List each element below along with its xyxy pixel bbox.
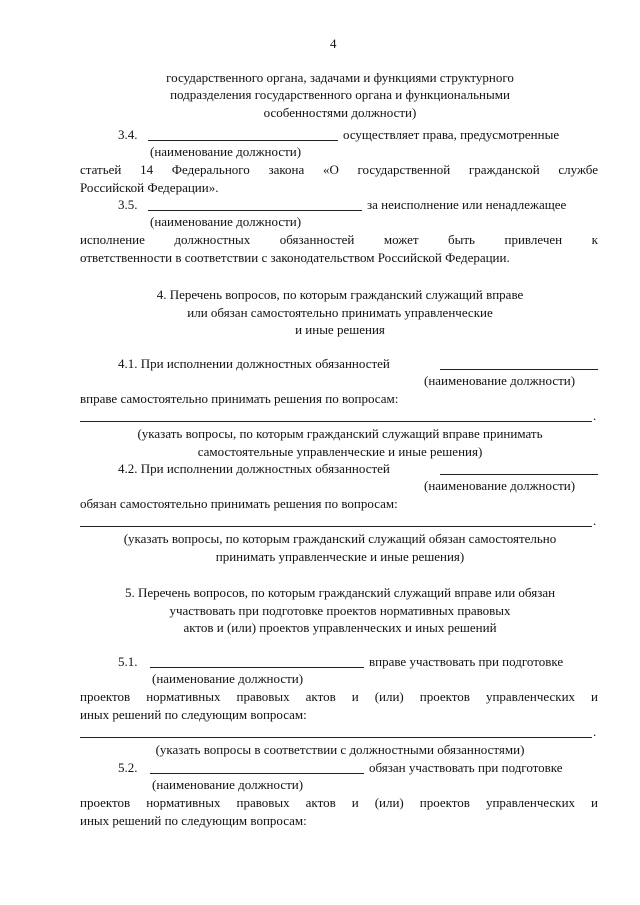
- justified-line: [80, 795, 598, 810]
- word: (или): [374, 795, 404, 810]
- word: государственной: [357, 162, 451, 177]
- clause-text: вправе самостоятельно принимать решения по вопросам:: [80, 391, 399, 406]
- intro-line: государственного органа, задачами и функциями структурного: [166, 70, 514, 85]
- word: быть: [448, 232, 475, 247]
- word: управленческих: [485, 689, 576, 704]
- word: и: [591, 689, 598, 704]
- blank-line: [150, 773, 364, 774]
- field-note: самостоятельные управленческие и иные решения): [197, 444, 483, 459]
- blank-line: [148, 140, 338, 141]
- field-hint: (наименование должности): [424, 478, 576, 493]
- clause-number: 5.1.: [118, 654, 138, 669]
- justified-line: [80, 689, 598, 704]
- word: (или): [374, 689, 404, 704]
- section-heading: актов и (или) проектов управленческих и иных решений: [183, 620, 497, 635]
- word: проектов: [419, 795, 470, 810]
- word: службе: [558, 162, 598, 177]
- line-end-dot: .: [593, 724, 597, 739]
- intro-line: особенностями должности): [263, 105, 417, 120]
- word: исполнение: [80, 232, 145, 247]
- word: проектов: [80, 689, 131, 704]
- section-heading: 4. Перечень вопросов, по которым гражданский служащий вправе: [156, 287, 524, 302]
- field-hint: (наименование должности): [152, 777, 304, 792]
- field-hint: (наименование должности): [424, 373, 576, 388]
- clause-number: 5.2.: [118, 760, 138, 775]
- blank-line: [440, 474, 598, 475]
- field-note: (указать вопросы в соответствии с должностными обязанностями): [155, 742, 525, 757]
- word: нормативных: [146, 689, 221, 704]
- word: Федерального: [171, 162, 250, 177]
- intro-line: подразделения государственного органа и функциональными: [170, 87, 510, 102]
- section-heading: и иные решения: [295, 322, 385, 337]
- blank-line: [148, 210, 362, 211]
- word: и: [591, 795, 598, 810]
- field-hint: (наименование должности): [150, 144, 302, 159]
- word: может: [383, 232, 419, 247]
- field-hint: (наименование должности): [150, 214, 302, 229]
- word: к: [591, 232, 598, 247]
- word: правовых: [236, 689, 290, 704]
- blank-line: [150, 667, 364, 668]
- clause-text: Российской Федерации».: [80, 180, 219, 195]
- word: проектов: [80, 795, 131, 810]
- word: должностных: [174, 232, 251, 247]
- word: актов: [305, 795, 336, 810]
- clause-text: 4.2. При исполнении должностных обязанностей: [118, 461, 390, 476]
- clause-text: за неисполнение или ненадлежащее: [367, 197, 567, 212]
- clause-text: иных решений по следующим вопросам:: [80, 707, 307, 722]
- line-end-dot: .: [593, 513, 597, 528]
- clause-text: вправе участвовать при подготовке: [369, 654, 564, 669]
- field-note: (указать вопросы, по которым гражданский служащий обязан самостоятельно: [123, 531, 557, 546]
- clause-number: 3.5.: [118, 197, 138, 212]
- word: обязанностей: [279, 232, 355, 247]
- clause-text: иных решений по следующим вопросам:: [80, 813, 307, 828]
- blank-line: [80, 526, 592, 527]
- word: и: [351, 689, 359, 704]
- clause-text: обязан участвовать при подготовке: [369, 760, 563, 775]
- blank-line: [80, 737, 592, 738]
- word: гражданской: [468, 162, 540, 177]
- blank-line: [80, 421, 592, 422]
- blank-line: [440, 369, 598, 370]
- word: управленческих: [485, 795, 576, 810]
- clause-number: 3.4.: [118, 127, 138, 142]
- word: «О: [322, 162, 339, 177]
- section-heading: или обязан самостоятельно принимать управленческие: [187, 305, 493, 320]
- line-end-dot: .: [593, 408, 597, 423]
- clause-text: ответственности в соответствии с законодательством Российской Федерации.: [80, 250, 510, 265]
- word: привлечен: [504, 232, 563, 247]
- section-heading: участвовать при подготовке проектов нормативных правовых: [169, 603, 511, 618]
- clause-text: 4.1. При исполнении должностных обязанностей: [118, 356, 390, 371]
- word: нормативных: [146, 795, 221, 810]
- word: и: [351, 795, 359, 810]
- clause-text: обязан самостоятельно принимать решения по вопросам:: [80, 496, 398, 511]
- field-note: принимать управленческие и иные решения): [215, 549, 465, 564]
- field-note: (указать вопросы, по которым гражданский служащий вправе принимать: [137, 426, 543, 441]
- clause-text: осуществляет права, предусмотренные: [343, 127, 560, 142]
- justified-line: [80, 162, 598, 177]
- field-hint: (наименование должности): [152, 671, 304, 686]
- word: 14: [140, 162, 154, 177]
- section-heading: 5. Перечень вопросов, по которым гражданский служащий вправе или обязан: [124, 585, 556, 600]
- word: закона: [268, 162, 305, 177]
- page-number: 4: [330, 36, 337, 51]
- word: статьей: [80, 162, 122, 177]
- justified-line: [80, 232, 598, 247]
- word: правовых: [236, 795, 290, 810]
- word: актов: [305, 689, 336, 704]
- word: проектов: [419, 689, 470, 704]
